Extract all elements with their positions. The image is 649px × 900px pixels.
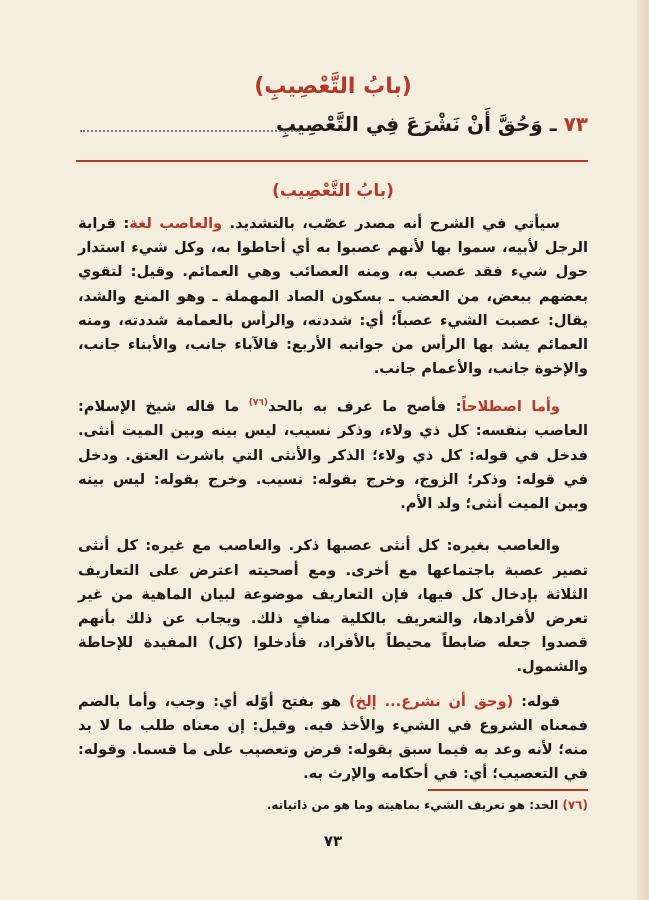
footnote-ref[interactable]: (٧٦) — [248, 398, 268, 409]
highlight-term: والعاصب لغة — [129, 215, 223, 232]
section-title: (بابُ التَّعْصِيب) — [272, 181, 394, 201]
page-number: ٧٣ — [323, 832, 343, 850]
paragraph-linguistic — [78, 212, 588, 381]
text: ما قاله شيخ الإسلام: العاصب بنفسه: كل ذي ولاء، وذكر نسيب، ليس بينه وبين الميت أنثى. فدخل في قوله: كل ذي ولاء؛ الذكر والأنثى التي باشرت العتق. ودخل في قوله: وذكر؛ الزوج، وخرج بقوله: نسيب. وخرج بقوله: ليس بينه وبين الميت أنثى؛ ولد الأم. — [78, 398, 588, 513]
highlight-quote: (وحق أن نشرع... إلخ) — [349, 692, 514, 710]
paragraph-other-types: والعاصب بغيره: كل أنثى عصبها ذكر. والعاصب مع غيره: كل أنثى تصير عصبة باجتماعها مع أخرى. ومع أصحيته اعترض على التعاريف الثلاثة بإدخال كل فيها، فإن التعاريف موضوعة لبيان الماهية من غير تعرض لأفرادها، والتعريف بالكلية منافٍ ذلك. ويجاب عن ذلك بأنهم قصدوا جعله ضابطاً محيطاً بالأفراد، فأدخلوا (كل) المفيدة للإحاطة والشمول. — [78, 537, 588, 676]
chapter-title: (بابُ التَّعْصِيبِ) — [254, 74, 412, 99]
text: : قرابة الرجل لأبيه، سموا بها لأنهم عصبوا به أي أحاطوا به، وكل شيء استدار حول شيء فقد عصب به، ومنه العصائب وهي العمائم. وقيل: لتقوي بعضهم ببعض، من العضب ـ بسكون الصاد المهملة ـ وهو المنع والشد، يقال: عصبت الشيء عصباً؛ أي: شددته، والرأس بالعمامة شددته، ومنه العمائم يشد بها الرأس من جوانبه الأربع: فالآباء جانب، والأبناء جانب، والإخوة جانب، والأعمام جانب. — [78, 215, 588, 378]
header-divider — [76, 160, 588, 162]
highlight-term: وأما اصطلاحاً — [461, 398, 560, 416]
text: قوله: — [513, 692, 561, 710]
text: سيأتي في الشرح أنه مصدر عصّب، بالتشديد. — [222, 215, 560, 232]
footnote-text: الحد: هو تعريف الشيء بماهيته وما هو من ذاتياته. — [266, 798, 563, 812]
page-edge-shadow — [637, 0, 649, 900]
dotted-leader — [80, 130, 300, 132]
paragraph-technical — [78, 391, 588, 516]
verse-text: وَحُقَّ أَنْ نَشْرَعَ فِي التَّعْصِيبِ — [276, 112, 543, 136]
text: هو بفتح أوّله أي: وجب، وأما بالضم فمعناه الشروع في الشيء والأخذ فيه. وقيل: إن معناه طلب ما لا بد منه؛ لأنه وعد به فيما سبق بقوله: فرض وتعصيب على ما قسما. وقوله: في التعصيب؛ أي: في أحكامه والإرث به. — [78, 692, 588, 783]
verse-dash: ـ — [542, 112, 564, 136]
footnote — [267, 798, 588, 812]
commentary-body — [78, 212, 588, 796]
verse-line — [276, 112, 588, 136]
paragraph-verse-explanation — [78, 690, 588, 787]
text: : فأصح ما عرف به بالحد — [267, 398, 462, 416]
footnote-marker: (٧٦) — [562, 798, 588, 812]
verse-number: ٧٣ — [563, 112, 588, 136]
footnote-divider — [428, 789, 588, 791]
